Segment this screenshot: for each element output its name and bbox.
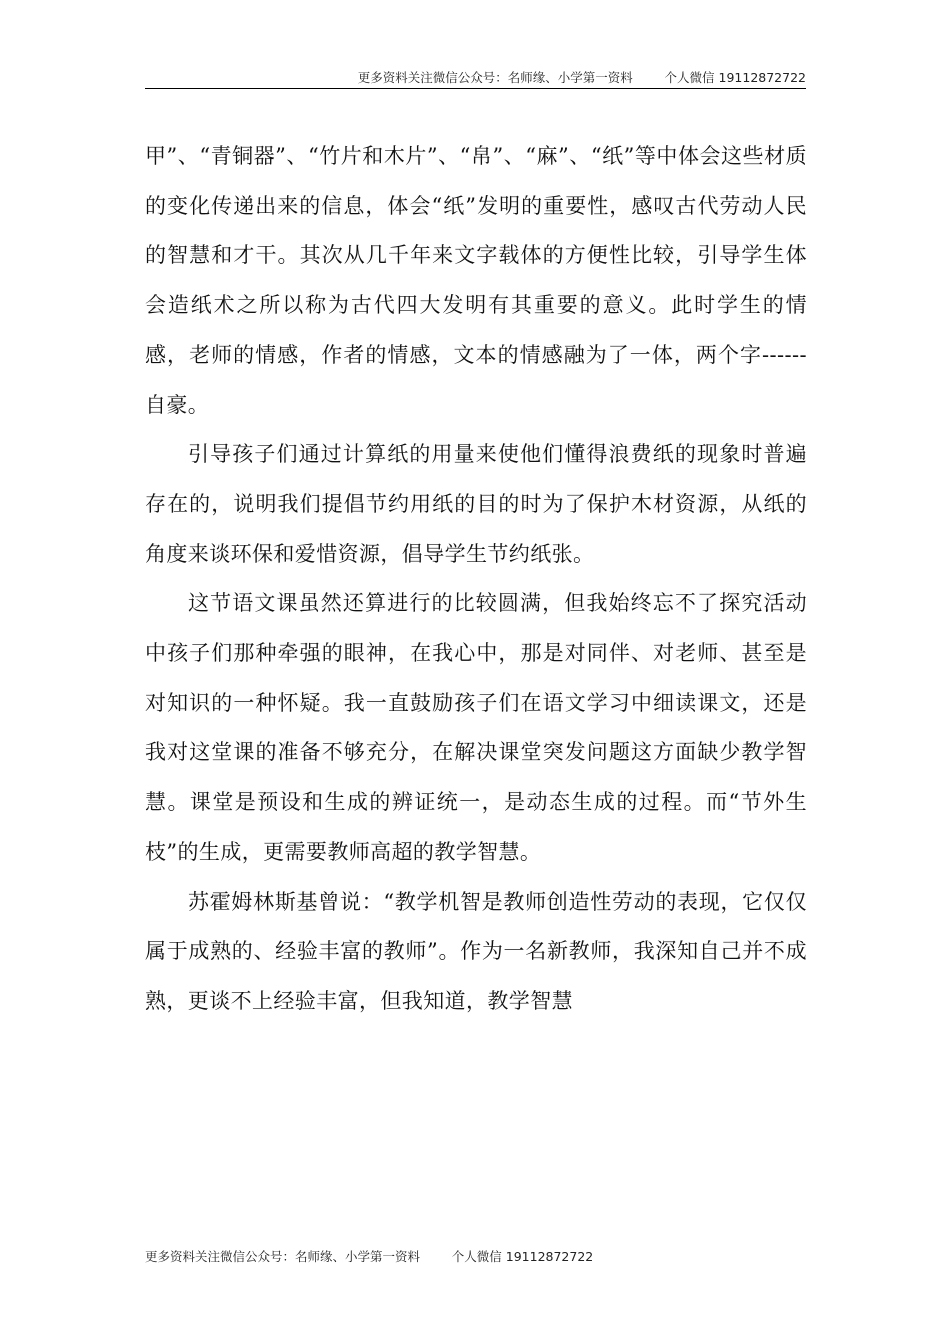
paragraph-2: 引导孩子们通过计算纸的用量来使他们懂得浪费纸的现象时普遍存在的，说明我们提倡节约用纸的目的时为了保护木材资源，从纸的角度来谈环保和爱惜资源，倡导学生节约纸张。 bbox=[145, 442, 807, 566]
page-footer: 更多资料关注微信公众号：名师缘、小学第一资料 个人微信 19112872722 bbox=[145, 1249, 594, 1264]
document-body bbox=[145, 132, 807, 1027]
paragraph-1: 甲”、“青铜器”、“竹片和木片”、“帛”、“麻”、“纸”等中体会这些材质的变化传递出来的信息，体会“纸”发明的重要性，感叹古代劳动人民的智慧和才干。其次从几千年来文字载体的方便性比较，引导学生体会造纸术之所以称为古代四大发明有其重要的意义。此时学生的情感，老师的情感，作者的情感，文本的情感融为了一体，两个字------自豪。 bbox=[145, 144, 807, 417]
paragraph-3: 这节语文课虽然还算进行的比较圆满，但我始终忘不了探究活动中孩子们那种牵强的眼神，在我心中，那是对同伴、对老师、甚至是对知识的一种怀疑。我一直鼓励孩子们在语文学习中细读课文，还是我对这堂课的准备不够充分，在解决课堂突发问题这方面缺少教学智慧。课堂是预设和生成的辨证统一，是动态生成的过程。而“节外生枝”的生成，更需要教师高超的教学智慧。 bbox=[145, 591, 807, 864]
paragraph-4: 苏霍姆林斯基曾说：“教学机智是教师创造性劳动的表现，它仅仅属于成熟的、经验丰富的教师”。作为一名新教师，我深知自己并不成熟，更谈不上经验丰富，但我知道，教学智慧 bbox=[145, 889, 807, 1013]
header-text: 更多资料关注微信公众号：名师缘、小学第一资料 个人微信 19112872722 bbox=[357, 70, 806, 85]
page-header bbox=[145, 66, 806, 89]
